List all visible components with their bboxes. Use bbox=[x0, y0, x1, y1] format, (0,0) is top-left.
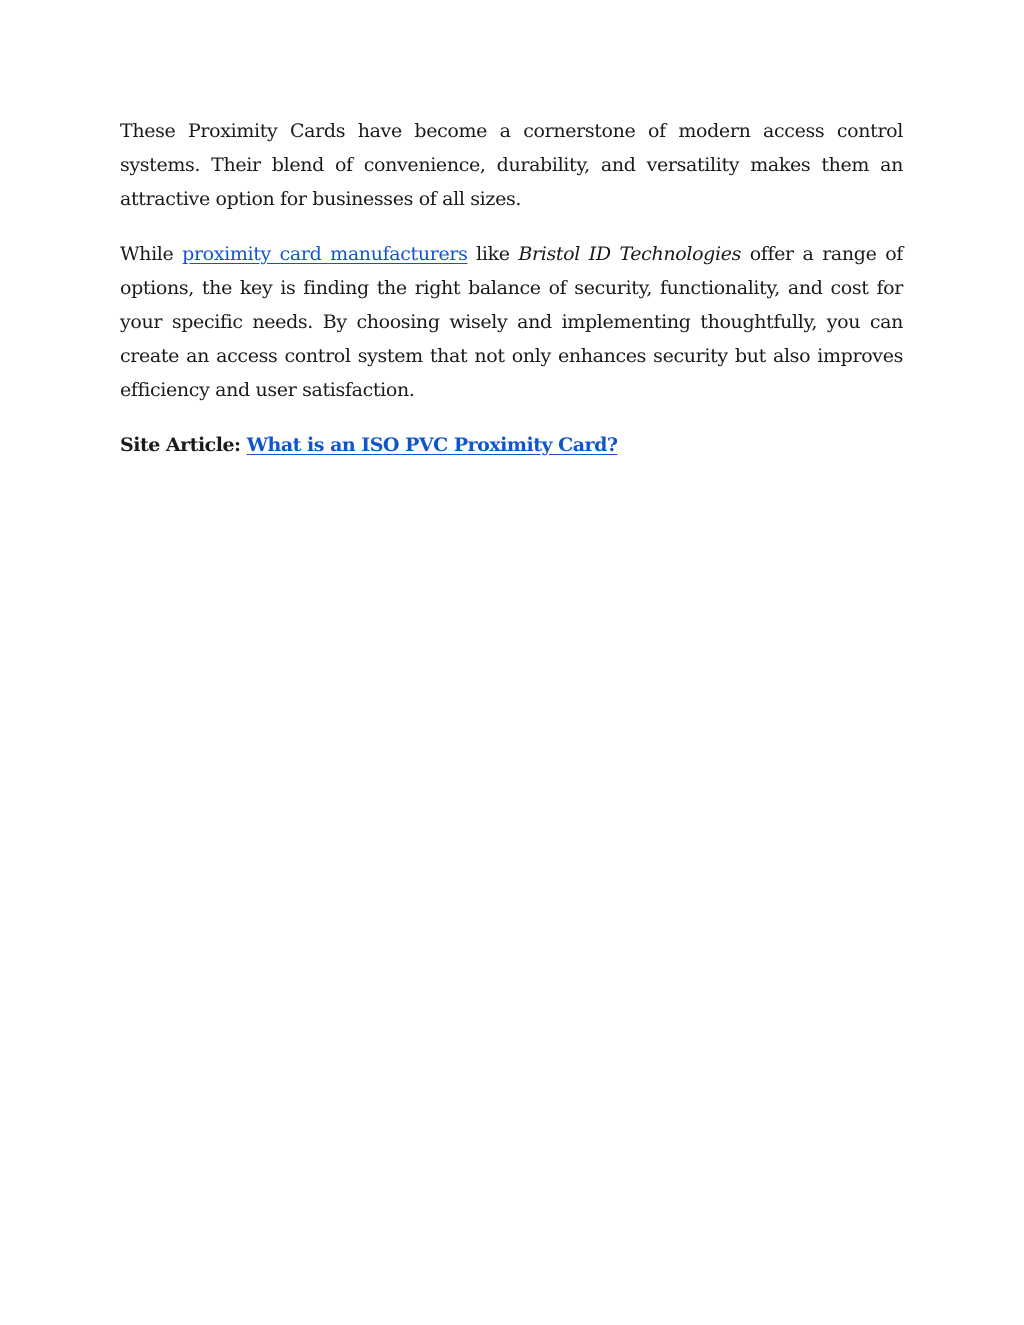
proximity-card-manufacturers-link[interactable]: proximity card manufacturers bbox=[182, 242, 468, 265]
site-article-link[interactable]: What is an ISO PVC Proximity Card? bbox=[246, 433, 618, 456]
intro-paragraph: These Proximity Cards have become a cornerstone of modern access control systems. Their blend of convenience, durability, and versatility makes them an attractive option for businesses of all sizes. bbox=[120, 120, 903, 211]
paragraph-middle-text: like bbox=[467, 242, 519, 265]
site-article-line bbox=[120, 428, 903, 462]
document-page bbox=[120, 114, 903, 462]
paragraph-tail-text: offer a range of options, the key is finding the right balance of security, functionality, and cost for your specific needs. By choosing wisely and implementing thoughtfully, you can create an access control system that not only enhances security but also improves efficiency and user satisfaction. bbox=[120, 242, 903, 402]
paragraph-lead-text: While bbox=[120, 242, 183, 265]
company-name: Bristol ID Technologies bbox=[518, 242, 741, 265]
manufacturers-paragraph bbox=[120, 237, 903, 408]
site-article-label: Site Article: bbox=[120, 433, 241, 456]
